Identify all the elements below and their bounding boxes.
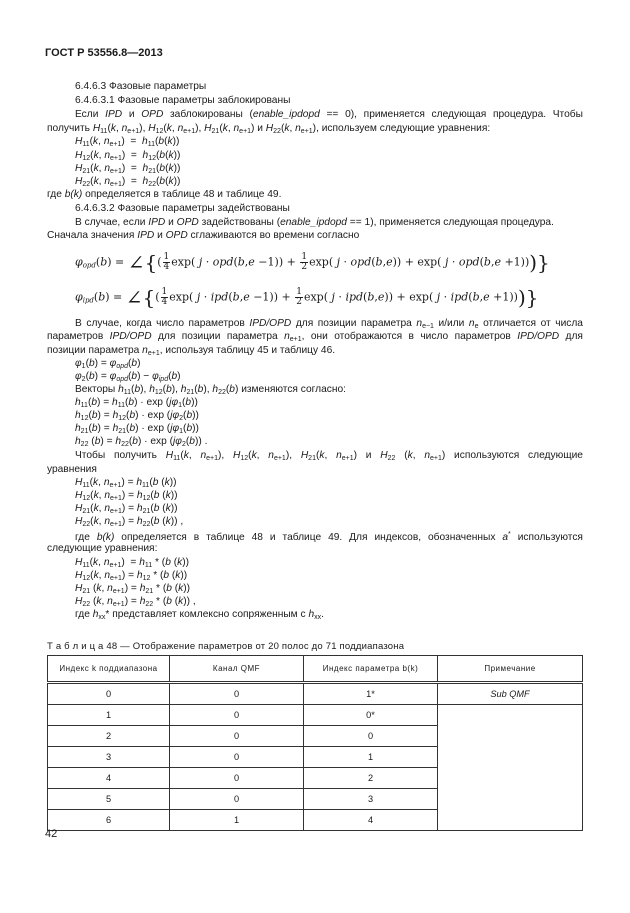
header-note: Примечание (438, 656, 583, 683)
equation-final-h21: $H_{21}(k$, $n_{e+1}) = h_{21}(b$ (k)) (75, 503, 178, 515)
equation-conj-h12: $H_{12}(k$, $n_{e+1}) = h_{12} * (b$ (k)) (75, 570, 188, 582)
equation-final-h22: $H_{22}(k$, $n_{e+1}) = h_{22}(b$ (k)) , (75, 516, 184, 528)
equation-h22: $H_{22}(k$, $n_{e+1}) = h_{22}(b(k))$ (75, 176, 181, 188)
table-row: 0 0 1* Sub QMF (48, 683, 583, 705)
equation-vec-h21: $h_{21}(b) = h_{21}(b) \cdot \exp (j\varphi_1(b))$ (75, 423, 199, 435)
note-cell-empty (438, 705, 583, 831)
equation-phi1: $\varphi_1(b) = \varphi_{opd}(b)$ (75, 358, 141, 370)
equation-final-h12: $H_{12}(k$, $n_{e+1}) = h_{12}(b$ (k)) (75, 490, 178, 502)
equation-conj-h11: $H_{11}(k$, $n_{e+1}) = h_{11} * (b$ (k)) (75, 557, 189, 569)
paragraph-obtain: Чтобы получить $H_{11}(k$, $n_{e+1}$), $H_{12}(k$, $n_{e+1}$), $H_{21}(k$, $n_{e+1}$) и $H_{22}$ (k, $n_{e+1}$) используются следующие (75, 450, 583, 462)
header-subband-index: Индекс k поддиапазона (48, 656, 170, 683)
table-row: 2 0 0 (48, 726, 583, 747)
paragraph-ipd-disabled: Если IPD и OPD заблокированы (enable_ipdopd == 0), применяется следующая процедура. Чтобы (75, 109, 583, 120)
section-64631: 6.4.6.3.1 Фазовые параметры заблокированы (75, 95, 291, 106)
section-64632: 6.4.6.3.2 Фазовые параметры задействованы (75, 203, 290, 214)
table-48-caption: Т а б л и ц а 48 — Отображение параметров от 20 полос до 71 поддиапазона (47, 641, 405, 652)
equation-vec-h11: $h_{11}(b) = h_{11}(b) \cdot \exp (j\varphi_1(b))$ (75, 397, 198, 409)
standard-header: ГОСТ Р 53556.8—2013 (45, 47, 163, 59)
paragraph-ipd-enabled-cont: Сначала значения IPD и OPD сглаживаются во времени согласно (47, 230, 360, 241)
table-header-row (48, 656, 583, 683)
header-qmf-channel: Канал QMF (170, 656, 304, 683)
paragraph-ipd-disabled-cont: получить $H_{11}(k$, $n_{e+1}$), $H_{12}(k$, $n_{e+1}$), $H_{21}(k$, $n_{e+1}$) и $H_{22}(k$, $n_{e+1}$), используем следующие уравнения: (47, 123, 491, 135)
table-row: 4 0 2 (48, 768, 583, 789)
table-row: 5 0 3 (48, 789, 583, 810)
equation-conj-h21: $H_{21}$ (k, $n_{e+1}) = h_{21} * (b$ (k)) (75, 583, 191, 595)
paragraph-mapping: В случае, когда число параметров IPD/OPD для позиции параметра $n_{e-1}$ и/или $n_e$ отличается от числа (75, 318, 583, 330)
paragraph-obtain-cont: уравнения (47, 464, 97, 475)
equation-h12: $H_{12}(k$, $n_{e+1}) = h_{12}(b(k))$ (75, 150, 181, 162)
equation-final-h11: $H_{11}(k$, $n_{e+1}) = h_{11}(b$ (k)) (75, 477, 177, 489)
note-cell: Sub QMF (438, 683, 583, 705)
equation-conj-h22: $H_{22}$ (k, $n_{e+1}) = h_{22} * (b$ (k)) , (75, 596, 196, 608)
formula-phi-opd: $\varphi_{opd}(b)$ = ∠{( $\frac{1}{4}$ exp( j · opd(b,e −1)) + $\frac{1}{2}$ exp( j · opd(b,e)) + exp( j · opd(b,e +1)))} (75, 250, 550, 275)
where-bk-2-cont: следующие уравнения: (47, 543, 158, 554)
table-row: 1 0 0* (48, 705, 583, 726)
table-48 (47, 655, 583, 831)
where-bk-1: где b(k) определяется в таблице 48 и таблице 49. (47, 189, 282, 200)
page-number: 42 (45, 828, 58, 840)
equation-vec-h22: $h_{22}$ $(b) = h_{22}(b) \cdot \exp (j\varphi_2(b))$ . (75, 436, 208, 448)
conjugate-note: где $h_{xx}*$ представляет комлексно сопряженным с $h_{xx}$. (75, 609, 324, 621)
section-6463: 6.4.6.3 Фазовые параметры (75, 81, 207, 92)
equation-h11: $H_{11}(k$, $n_{e+1}) = h_{11}(b(k))$ (75, 136, 180, 148)
where-bk-2: где b(k) определяется в таблице 48 и таблице 49. Для индексов, обозначенных a* используются (75, 531, 583, 543)
table-row: 6 1 4 (48, 810, 583, 831)
table-row: 3 0 1 (48, 747, 583, 768)
header-param-index: Индекс параметра b(k) (304, 656, 438, 683)
vectors-intro: Векторы $h_{11}(b)$, $h_{12}(b)$, $h_{21}(b)$, $h_{22}(b)$ изменяются согласно: (75, 384, 346, 396)
equation-h21: $H_{21}(k$, $n_{e+1}) = h_{21}(b(k))$ (75, 163, 181, 175)
paragraph-ipd-enabled: В случае, если IPD и OPD задействованы (enable_ipdopd == 1), применяется следующая процедура. (75, 217, 554, 228)
paragraph-mapping-end: позиции параметра $n_{e+1}$, используя таблицу 45 и таблицу 46. (47, 345, 336, 357)
paragraph-mapping-cont: параметров IPD/OPD для позиции параметра $n_{e+1}$, они отображаются в число параметров IPD/OPD для (47, 331, 583, 343)
formula-phi-ipd: $\varphi_{ipd}(b)$ = ∠{( $\frac{1}{4}$ exp( j · ipd(b,e −1)) + $\frac{1}{2}$ exp( j · ipd(b,e)) + exp( j · ipd(b,e +1)))} (75, 285, 539, 310)
equation-phi2: $\varphi_2(b) = \varphi_{opd}(b) - \varphi_{ipd}(b)$ (75, 371, 181, 383)
equation-vec-h12: $h_{12}(b) = h_{12}(b) \cdot \exp (j\varphi_2(b))$ (75, 410, 199, 422)
